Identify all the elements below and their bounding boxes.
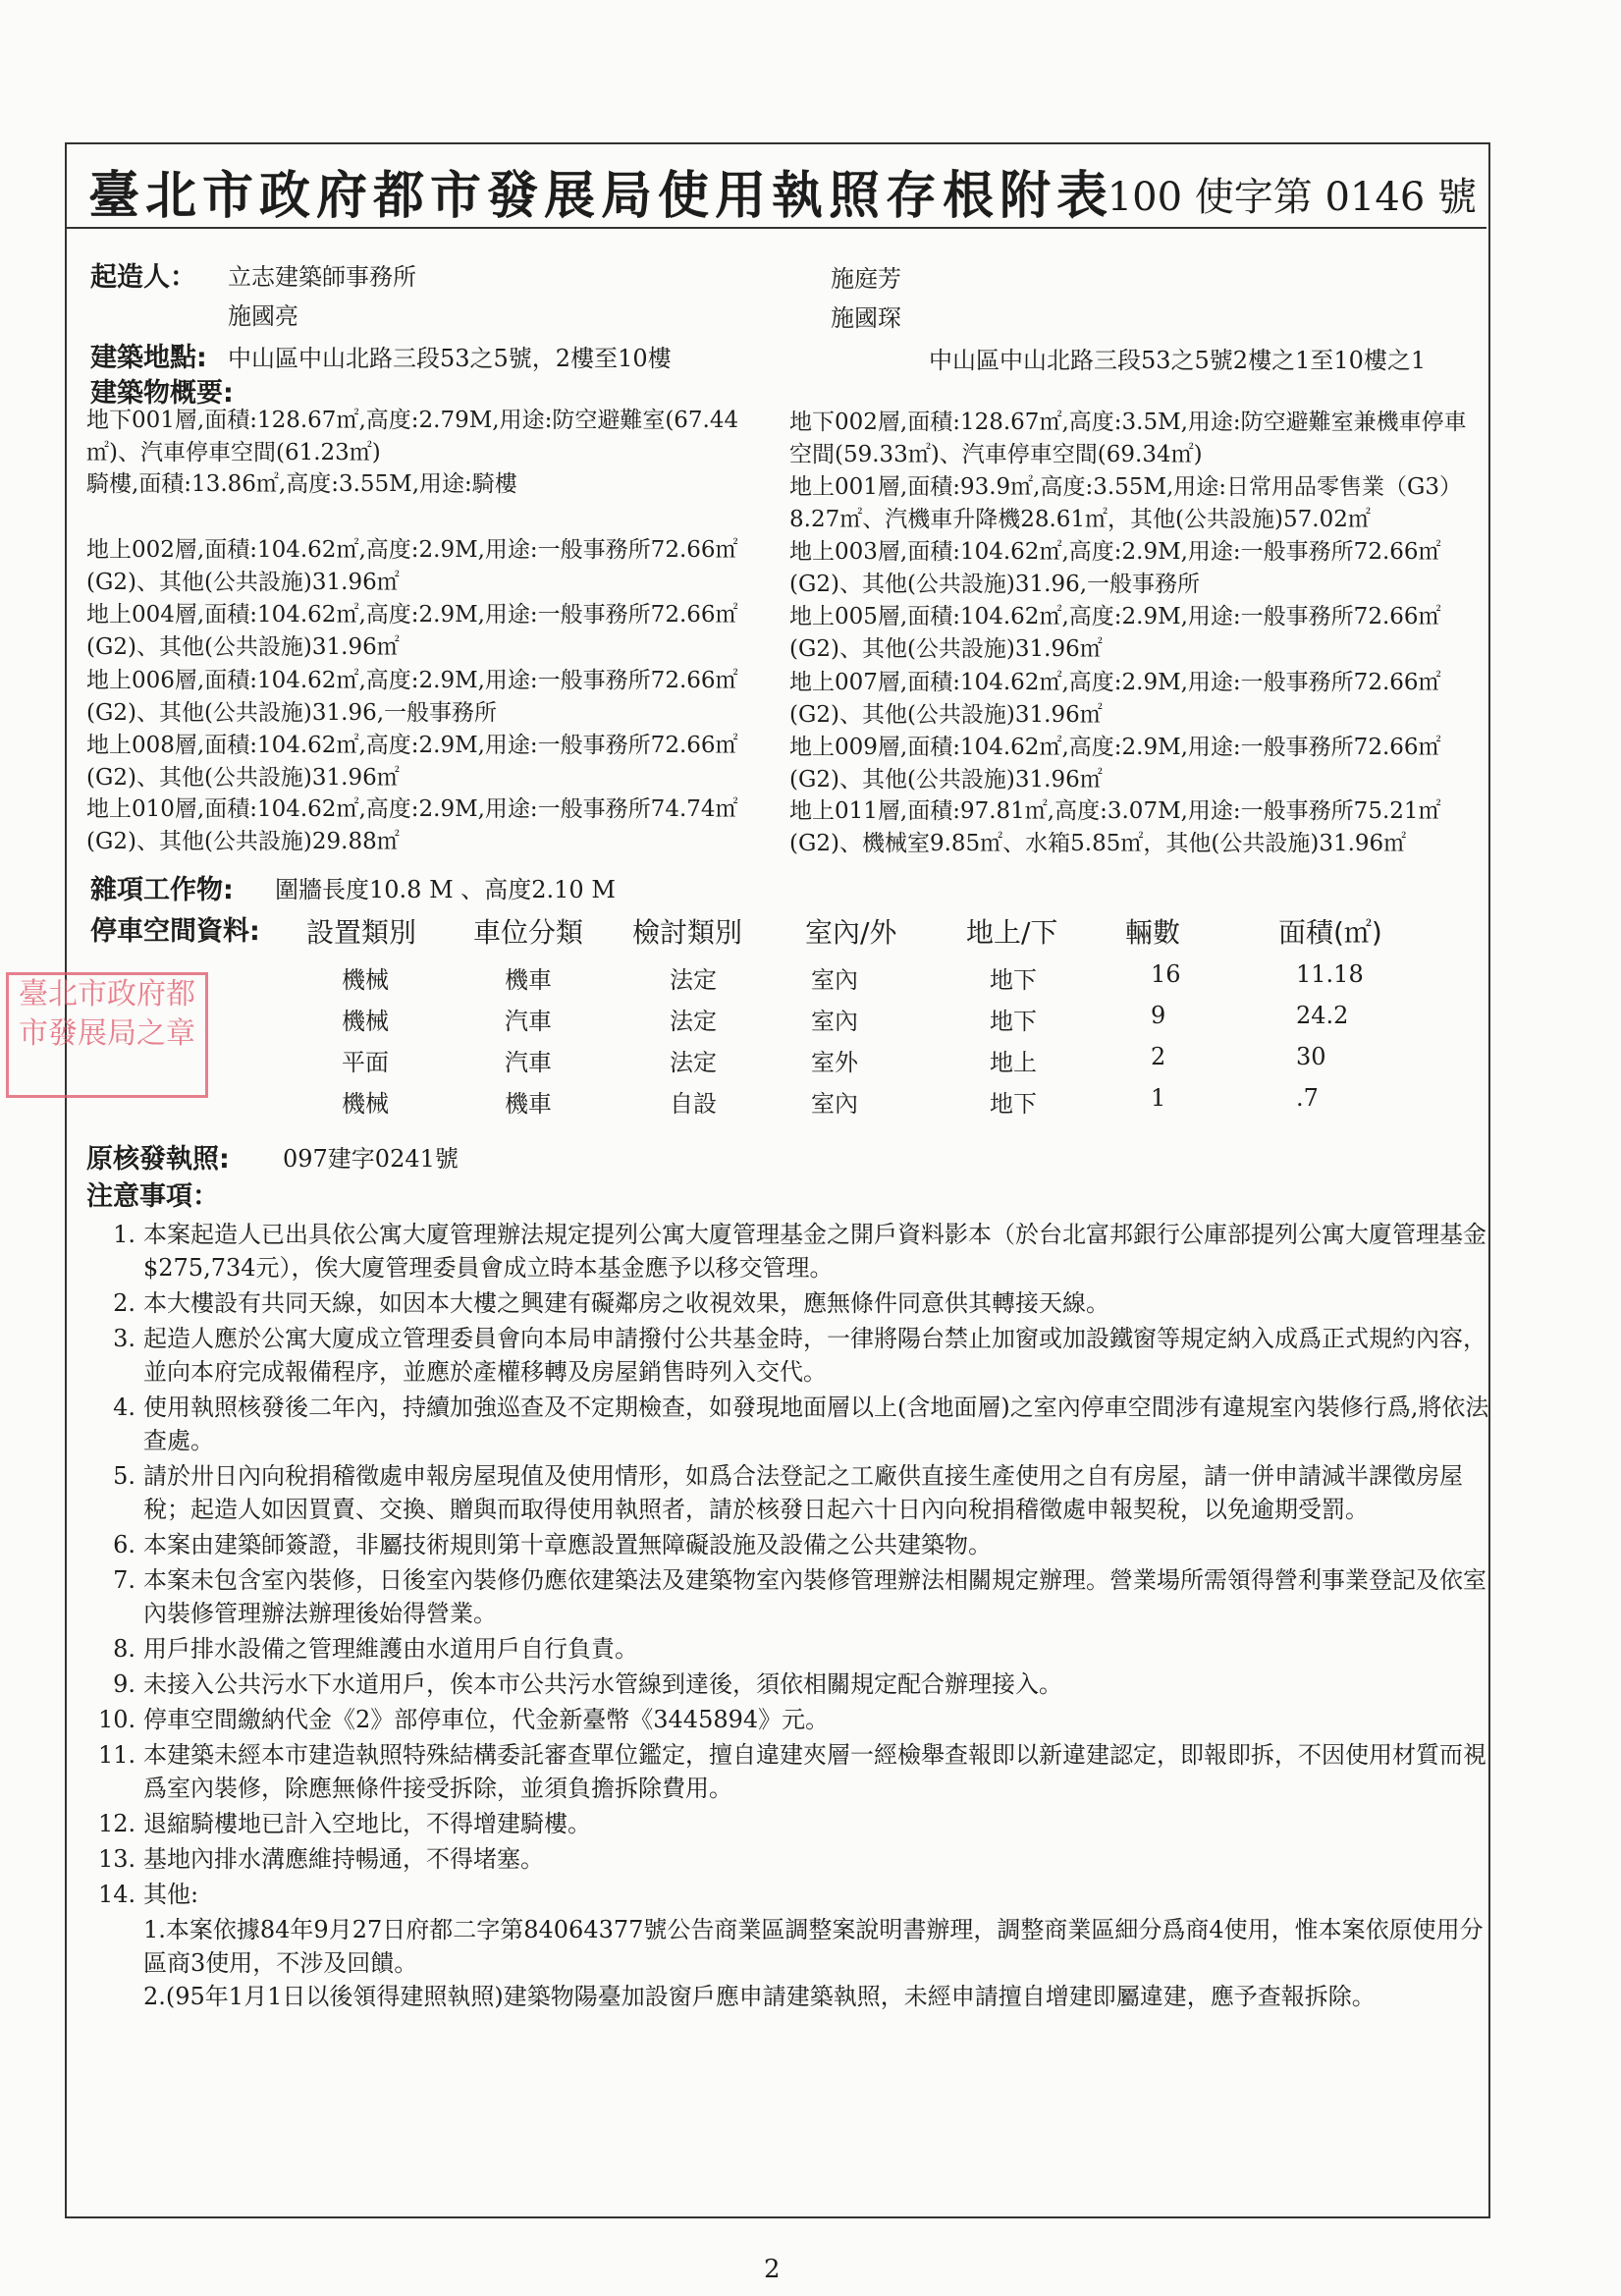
note-number: 9.: [113, 1670, 135, 1698]
overview-label: 建築物概要:: [90, 378, 234, 409]
parking-cell: 1: [1151, 1084, 1166, 1112]
note-text: 停車空間繳納代金《2》部停車位，代金新臺幣《3445894》元。: [143, 1706, 830, 1733]
note-text: 使用執照核發後二年內，持續加強巡查及不定期檢查，如發現地面層以上(含地面層)之室內停車空間涉有違規室內裝修行爲,將依法查處。: [143, 1394, 1489, 1454]
note-item: [98, 1563, 1492, 1630]
note-number: 13.: [98, 1845, 136, 1873]
note-item: [98, 1667, 1492, 1701]
note-text: 用戶排水設備之管理維護由水道用戶自行負責。: [143, 1635, 638, 1663]
official-seal: [6, 972, 208, 1098]
parking-cell: 機車: [505, 1090, 552, 1118]
floor-entry: 地下001層,面積:128.67㎡,高度:2.79M,用途:防空避難室(67.44㎡)、汽車停車空間(61.23㎡): [86, 408, 739, 465]
document-header: [65, 142, 1486, 229]
parking-header: 面積(㎡): [1278, 916, 1382, 949]
parking-cell: 法定: [670, 1008, 717, 1035]
note-text: 其他:: [143, 1881, 199, 1908]
note-text: 本案未包含室內裝修，日後室內裝修仍應依建築法及建築物室內裝修管理辦法相關規定辦理。營業場所需領得營利事業登記及依室內裝修管理辦法辦理後始得營業。: [143, 1566, 1486, 1627]
builder-name: 立志建築師事務所: [228, 263, 416, 291]
parking-cell: 室內: [811, 1008, 858, 1035]
floor-entry: 地上011層,面積:97.81㎡,高度:3.07M,用途:一般事務所75.21㎡(G2)、機械室9.85㎡、水箱5.85㎡，其他(公共設施)31.96㎡: [789, 798, 1441, 856]
parking-cell: 地下: [990, 1008, 1037, 1035]
note-number: 3.: [113, 1325, 135, 1352]
other-item: 1.本案依據84年9月27日府都二字第84064377號公告商業區調整案說明書辦理，調整商業區細分爲商4使用，惟本案依原使用分區商3使用，不涉及回饋。: [143, 1916, 1484, 1977]
note-number: 14.: [98, 1881, 136, 1908]
note-item: [98, 1738, 1492, 1805]
parking-cell: 機車: [505, 966, 552, 994]
notes-list: [98, 1218, 1492, 2013]
note-item: [98, 1703, 1492, 1736]
parking-cell: 室內: [811, 966, 858, 994]
parking-cell: .7: [1296, 1084, 1319, 1112]
parking-cell: 11.18: [1296, 960, 1364, 988]
note-text: 本案起造人已出具依公寓大廈管理辦法規定提列公寓大廈管理基金之開戶資料影本（於台北富邦銀行公庫部提列公寓大廈管理基金$275,734元），俟大廈管理委員會成立時本基金應予以移交管理。: [143, 1221, 1486, 1282]
parking-header: 設置類別: [306, 916, 417, 949]
note-number: 12.: [98, 1810, 136, 1837]
note-text: 本大樓設有共同天線，如因本大樓之興建有礙鄰房之收視效果，應無條件同意供其轉接天線。: [143, 1289, 1109, 1317]
parking-header: 地上/下: [966, 916, 1058, 949]
note-text: 起造人應於公寓大廈成立管理委員會向本局申請撥付公共基金時，一律將陽台禁止加窗或加設鐵窗等規定納入成爲正式規約內容，並向本府完成報備程序，並應於產權移轉及房屋銷售時列入交代。: [143, 1325, 1486, 1386]
note-number: 10.: [98, 1706, 136, 1733]
note-text: 未接入公共污水下水道用戶，俟本市公共污水管線到達後，須依相關規定配合辦理接入。: [143, 1670, 1062, 1698]
parking-header: 車位分類: [473, 916, 584, 949]
note-text: 退縮騎樓地已計入空地比，不得增建騎樓。: [143, 1810, 591, 1837]
seal-text: 臺北市政府都市發展局之章: [19, 977, 195, 1051]
note-number: 11.: [98, 1741, 136, 1769]
parking-cell: 室外: [811, 1049, 858, 1076]
parking-cell: 30: [1296, 1043, 1326, 1070]
parking-cell: 2: [1151, 1043, 1166, 1070]
floor-entry: 地上006層,面積:104.62㎡,高度:2.9M,用途:一般事務所72.66㎡(G2)、其他(公共設施)31.96,一般事務所: [86, 668, 738, 726]
parking-cell: 機械: [342, 1090, 389, 1118]
parking-header: 輛數: [1125, 916, 1181, 949]
site-address: 中山區中山北路三段53之5號2樓之1至10樓之1: [929, 347, 1427, 374]
parking-cell: 地上: [990, 1049, 1037, 1076]
parking-cell: 室內: [811, 1090, 858, 1118]
note-number: 6.: [113, 1531, 135, 1558]
note-number: 7.: [113, 1566, 135, 1594]
floor-entry: 地上002層,面積:104.62㎡,高度:2.9M,用途:一般事務所72.66㎡(G2)、其他(公共設施)31.96㎡: [86, 537, 738, 595]
note-item: [98, 1286, 1492, 1320]
parking-header: 室內/外: [805, 916, 897, 949]
site-address: 中山區中山北路三段53之5號，2樓至10樓: [228, 345, 672, 372]
parking-cell: 9: [1151, 1002, 1166, 1029]
parking-label: 停車空間資料:: [90, 916, 260, 947]
floor-entry: 地上004層,面積:104.62㎡,高度:2.9M,用途:一般事務所72.66㎡(G2)、其他(公共設施)31.96㎡: [86, 602, 738, 660]
builder-name: 施國亮: [228, 302, 298, 330]
original-permit-value: 097建字0241號: [283, 1145, 459, 1173]
note-text: 本案由建築師簽證，非屬技術規則第十章應設置無障礙設施及設備之公共建築物。: [143, 1531, 992, 1558]
misc-work-label: 雜項工作物:: [90, 875, 234, 905]
note-number: 1.: [113, 1221, 135, 1248]
parking-cell: 地下: [990, 966, 1037, 994]
floor-entry: 地上009層,面積:104.62㎡,高度:2.9M,用途:一般事務所72.66㎡(G2)、其他(公共設施)31.96㎡: [789, 735, 1441, 793]
note-item: [98, 1528, 1492, 1561]
note-number: 2.: [113, 1289, 135, 1317]
original-permit-label: 原核發執照:: [86, 1144, 230, 1175]
note-number: 5.: [113, 1462, 135, 1490]
note-item: [98, 1391, 1492, 1457]
misc-work-value: 圍牆長度10.8 M 、高度2.10 M: [275, 876, 616, 903]
note-text: 基地內排水溝應維持暢通，不得堵塞。: [143, 1845, 544, 1873]
note-item: [98, 1322, 1492, 1389]
permit-number: 100 使字第 0146 號: [1107, 175, 1477, 220]
floor-entry: 騎樓,面積:13.86㎡,高度:3.55M,用途:騎樓: [86, 471, 517, 497]
builder-label: 起造人：: [90, 262, 196, 293]
page-number: 2: [764, 2255, 781, 2284]
note-item: [98, 1842, 1492, 1876]
note-number: 4.: [113, 1394, 135, 1421]
parking-header: 檢討類別: [632, 916, 743, 949]
floor-entry: 地上008層,面積:104.62㎡,高度:2.9M,用途:一般事務所72.66㎡(G2)、其他(公共設施)31.96㎡: [86, 733, 738, 791]
parking-cell: 24.2: [1296, 1002, 1349, 1029]
note-item: [98, 1807, 1492, 1840]
parking-cell: 自設: [670, 1090, 717, 1118]
builder-name: 施庭芳: [831, 265, 901, 293]
builder-name: 施國琛: [831, 304, 901, 332]
floor-entry: 地上003層,面積:104.62㎡,高度:2.9M,用途:一般事務所72.66㎡(G2)、其他(公共設施)31.96,一般事務所: [789, 539, 1441, 597]
document-title: 臺北市政府都市發展局使用執照存根附表: [88, 166, 1114, 226]
floor-entry: 地上007層,面積:104.62㎡,高度:2.9M,用途:一般事務所72.66㎡(G2)、其他(公共設施)31.96㎡: [789, 670, 1441, 728]
note-text: 本建築未經本市建造執照特殊結構委託審查單位鑑定，擅自違建夾層一經檢舉查報即以新違建認定，即報即拆，不因使用材質而視爲室內裝修，除應無條件接受拆除，並須負擔拆除費用。: [143, 1741, 1486, 1802]
parking-cell: 法定: [670, 966, 717, 994]
note-item: [98, 1218, 1492, 1285]
parking-cell: 平面: [342, 1049, 389, 1076]
parking-cell: 汽車: [505, 1049, 552, 1076]
other-item: 2.(95年1月1日以後領得建照執照)建築物陽臺加設窗戶應申請建築執照，未經申請擅自增建即屬違建，應予查報拆除。: [143, 1983, 1376, 2010]
floor-entry: 地上005層,面積:104.62㎡,高度:2.9M,用途:一般事務所72.66㎡(G2)、其他(公共設施)31.96㎡: [789, 604, 1441, 662]
note-item: [98, 1878, 1492, 1911]
notes-label: 注意事項：: [86, 1181, 219, 1212]
floor-entry: 地上001層,面積:93.9㎡,高度:3.55M,用途:日常用品零售業（G3）8.27㎡、汽機車升降機28.61㎡，其他(公共設施)57.02㎡: [789, 474, 1463, 532]
site-label: 建築地點:: [90, 343, 207, 373]
note-item: [98, 1459, 1492, 1526]
parking-cell: 16: [1151, 960, 1181, 988]
note-item: [98, 1632, 1492, 1666]
parking-cell: 汽車: [505, 1008, 552, 1035]
parking-cell: 機械: [342, 966, 389, 994]
note-number: 8.: [113, 1635, 135, 1663]
floor-entry: 地上010層,面積:104.62㎡,高度:2.9M,用途:一般事務所74.74㎡(G2)、其他(公共設施)29.88㎡: [86, 796, 738, 854]
parking-cell: 機械: [342, 1008, 389, 1035]
note-text: 請於卅日內向稅捐稽徵處申報房屋現值及使用情形，如爲合法登記之工廠供直接生產使用之自有房屋，請一併申請減半課徵房屋稅；起造人如因買賣、交換、贈與而取得使用執照者，請於核發日起六十日內向稅捐稽徵處申報契稅，以免逾期受罰。: [143, 1462, 1463, 1523]
parking-cell: 法定: [670, 1049, 717, 1076]
floor-entry: 地下002層,面積:128.67㎡,高度:3.5M,用途:防空避難室兼機車停車空間(59.33㎡)、汽車停車空間(69.34㎡): [789, 410, 1467, 467]
parking-cell: 地下: [990, 1090, 1037, 1118]
